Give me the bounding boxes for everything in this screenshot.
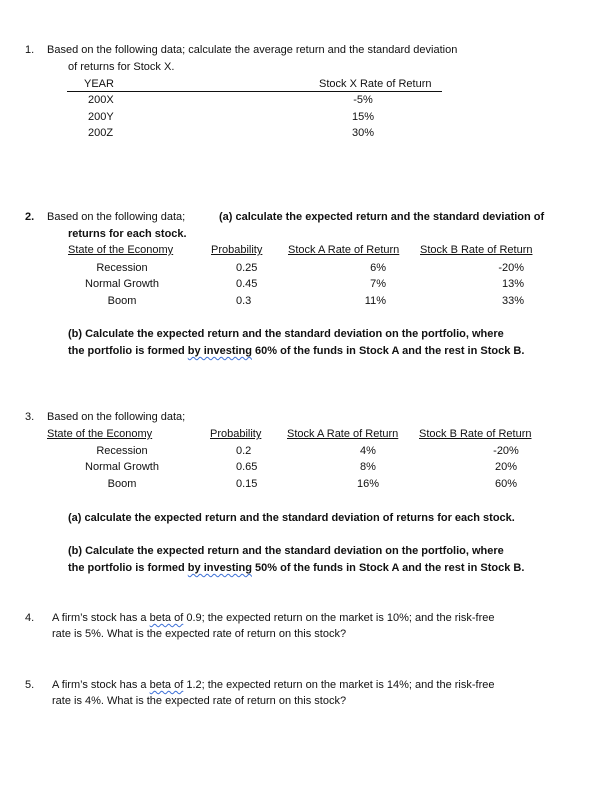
q3-cell-state: Recession (96, 445, 148, 457)
q3-cell-state: Boom (107, 478, 137, 490)
q1-cell-return: -5% (353, 94, 373, 106)
q5-marked-text: beta of (149, 679, 184, 691)
q2-intro: Based on the following data; (47, 211, 186, 223)
q3-part-b-marked-text: by investing (187, 562, 252, 574)
q2-part-b-line1: (b) Calculate the expected return and the standard deviation on the portfolio, where (68, 328, 504, 340)
q2-cell-stock-b: 13% (501, 278, 524, 290)
q3-cell-probability: 0.15 (236, 478, 258, 490)
q1-cell-year: 200X (88, 94, 114, 106)
q2-header-probability: Probability (211, 244, 263, 256)
q3-part-a: (a) calculate the expected return and the standard deviation of returns for each stock. (68, 512, 515, 524)
q5-text-line2: rate is 4%. What is the expected rate of return on this stock? (52, 695, 347, 707)
q2-cell-stock-a: 6% (370, 262, 386, 274)
q2-cell-state: Recession (96, 262, 148, 274)
q1-text-line2: of returns for Stock X. (68, 61, 175, 73)
q3-header-stock-a: Stock A Rate of Return (287, 428, 399, 440)
q2-cell-state: Normal Growth (85, 278, 159, 290)
q3-header-stock-b: Stock B Rate of Return (419, 428, 532, 440)
q3-part-b-line2 (68, 562, 524, 575)
q1-text-line1: Based on the following data; calculate the average return and the standard deviation (47, 44, 458, 56)
q2-cell-state: Boom (107, 295, 137, 307)
q3-part-b-text: 50% of the funds in Stock A and the rest in Stock B. (255, 562, 525, 574)
q3-cell-stock-b: -20% (493, 445, 519, 457)
q3-cell-probability: 0.2 (236, 445, 252, 457)
q1-header-rule (67, 91, 442, 92)
q5-text: 1.2; the expected return on the market is 14%; and the risk-free (186, 679, 495, 691)
q1-header-year: YEAR (84, 78, 114, 90)
q2-header-stock-b: Stock B Rate of Return (420, 244, 533, 256)
q2-part-b-text: the portfolio is formed (68, 345, 185, 357)
q2-cell-stock-a: 7% (370, 278, 386, 290)
q1-number: 1. (25, 44, 35, 56)
q4-text: 0.9; the expected return on the market is 10%; and the risk-free (186, 612, 495, 624)
q2-number: 2. (25, 211, 35, 223)
q4-number: 4. (25, 612, 35, 624)
q3-cell-state: Normal Growth (85, 461, 159, 473)
q2-cell-stock-a: 11% (364, 295, 386, 307)
q2-cell-probability: 0.3 (236, 295, 252, 307)
q1-cell-year: 200Y (88, 111, 114, 123)
q2-cell-stock-b: -20% (498, 262, 524, 274)
q3-cell-probability: 0.65 (236, 461, 258, 473)
q4-text: A firm’s stock has a (52, 612, 147, 624)
q1-cell-return: 30% (351, 127, 375, 139)
q4-text-line2: rate is 5%. What is the expected rate of return on this stock? (52, 628, 347, 640)
q2-cell-probability: 0.45 (236, 278, 258, 290)
q2-part-a-line1: (a) calculate the expected return and the standard deviation of (219, 211, 545, 223)
q3-cell-stock-b: 60% (494, 478, 518, 490)
q3-intro: Based on the following data; (47, 411, 186, 423)
q1-cell-year: 200Z (88, 127, 114, 139)
q2-part-a-line2: returns for each stock. (68, 228, 187, 240)
q2-part-b-marked-text: by investing (187, 345, 252, 357)
q5-text-line1 (52, 679, 495, 692)
q3-cell-stock-a: 16% (356, 478, 380, 490)
q2-cell-probability: 0.25 (236, 262, 258, 274)
q2-header-state: State of the Economy (68, 244, 174, 256)
q5-number: 5. (25, 679, 35, 691)
q2-part-b-text: 60% of the funds in Stock A and the rest in Stock B. (255, 345, 525, 357)
q3-part-b-text: the portfolio is formed (68, 562, 185, 574)
q3-number: 3. (25, 411, 35, 423)
q1-header-stock-x: Stock X Rate of Return (319, 78, 432, 90)
q3-cell-stock-a: 8% (360, 461, 376, 473)
q2-cell-stock-b: 33% (501, 295, 524, 307)
q5-text: A firm’s stock has a (52, 679, 147, 691)
q1-cell-return: 15% (351, 111, 375, 123)
q4-text-line1 (52, 612, 495, 625)
q3-cell-stock-b: 20% (494, 461, 518, 473)
q4-marked-text: beta of (149, 612, 184, 624)
q3-part-b-line1: (b) Calculate the expected return and the standard deviation on the portfolio, where (68, 545, 504, 557)
q2-part-b-line2 (68, 345, 524, 358)
q3-header-state: State of the Economy (47, 428, 153, 440)
q3-cell-stock-a: 4% (360, 445, 376, 457)
q3-header-probability: Probability (210, 428, 262, 440)
q2-header-stock-a: Stock A Rate of Return (288, 244, 400, 256)
